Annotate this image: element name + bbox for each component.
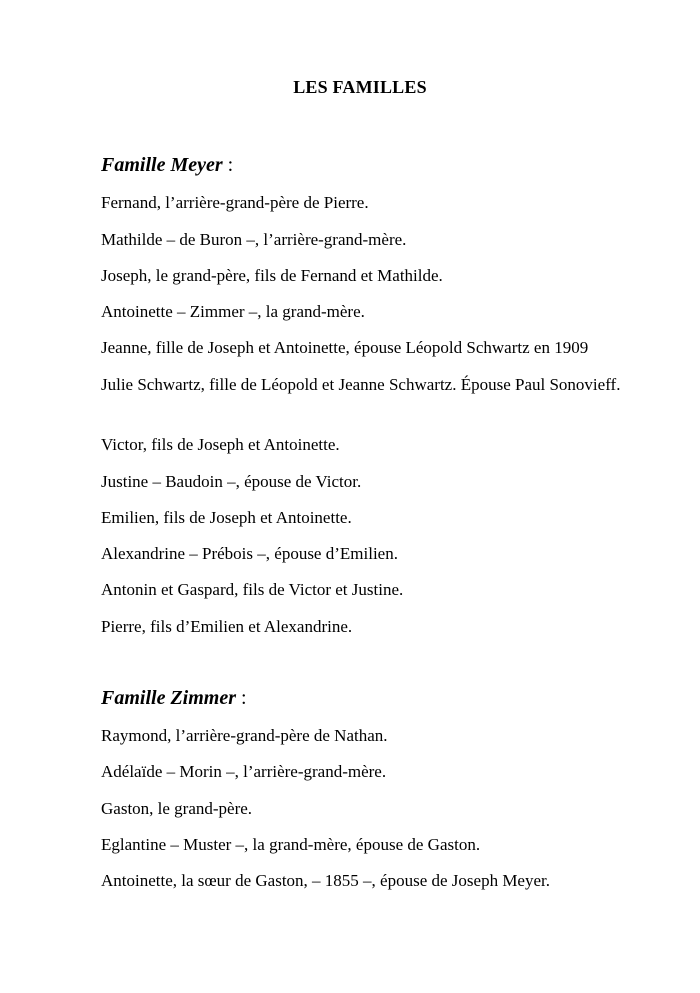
list-item: Gaston, le grand-père. — [101, 799, 253, 818]
list-item: Alexandrine – Prébois –, épouse d’Emilien. — [101, 544, 398, 563]
list-item: Raymond, l’arrière-grand-père de Nathan. — [101, 726, 388, 745]
list-item: Adélaïde – Morin –, l’arrière-grand-mère. — [101, 762, 387, 781]
list-item: Eglantine – Muster –, la grand-mère, épouse de Gaston. — [101, 835, 481, 854]
section-heading-meyer-suffix: : — [222, 154, 234, 176]
list-item: Antoinette – Zimmer –, la grand-mère. — [101, 302, 365, 321]
section-heading-zimmer-suffix: : — [236, 687, 247, 709]
list-item: Victor, fils de Joseph et Antoinette. — [101, 435, 340, 454]
section-heading-zimmer — [101, 686, 247, 710]
list-item: Julie Schwartz, fille de Léopold et Jeanne Schwartz. Épouse Paul Sonovieff. — [101, 375, 621, 394]
page-title: LES FAMILLES — [293, 77, 427, 97]
list-item: Fernand, l’arrière-grand-père de Pierre. — [101, 193, 369, 212]
section-heading-meyer-name: Famille Meyer — [101, 154, 223, 176]
list-item: Jeanne, fille de Joseph et Antoinette, épouse Léopold Schwartz en 1909 — [101, 338, 589, 357]
list-item: Justine – Baudoin –, épouse de Victor. — [101, 472, 362, 491]
section-heading-meyer — [101, 153, 233, 177]
list-item: Antonin et Gaspard, fils de Victor et Justine. — [101, 580, 404, 599]
list-item: Emilien, fils de Joseph et Antoinette. — [101, 508, 352, 527]
list-item: Pierre, fils d’Emilien et Alexandrine. — [101, 617, 353, 636]
list-item: Mathilde – de Buron –, l’arrière-grand-mère. — [101, 230, 407, 249]
list-item: Joseph, le grand-père, fils de Fernand et Mathilde. — [101, 266, 443, 285]
list-item: Antoinette, la sœur de Gaston, – 1855 –, épouse de Joseph Meyer. — [101, 871, 550, 890]
section-heading-zimmer-name: Famille Zimmer — [101, 687, 236, 709]
